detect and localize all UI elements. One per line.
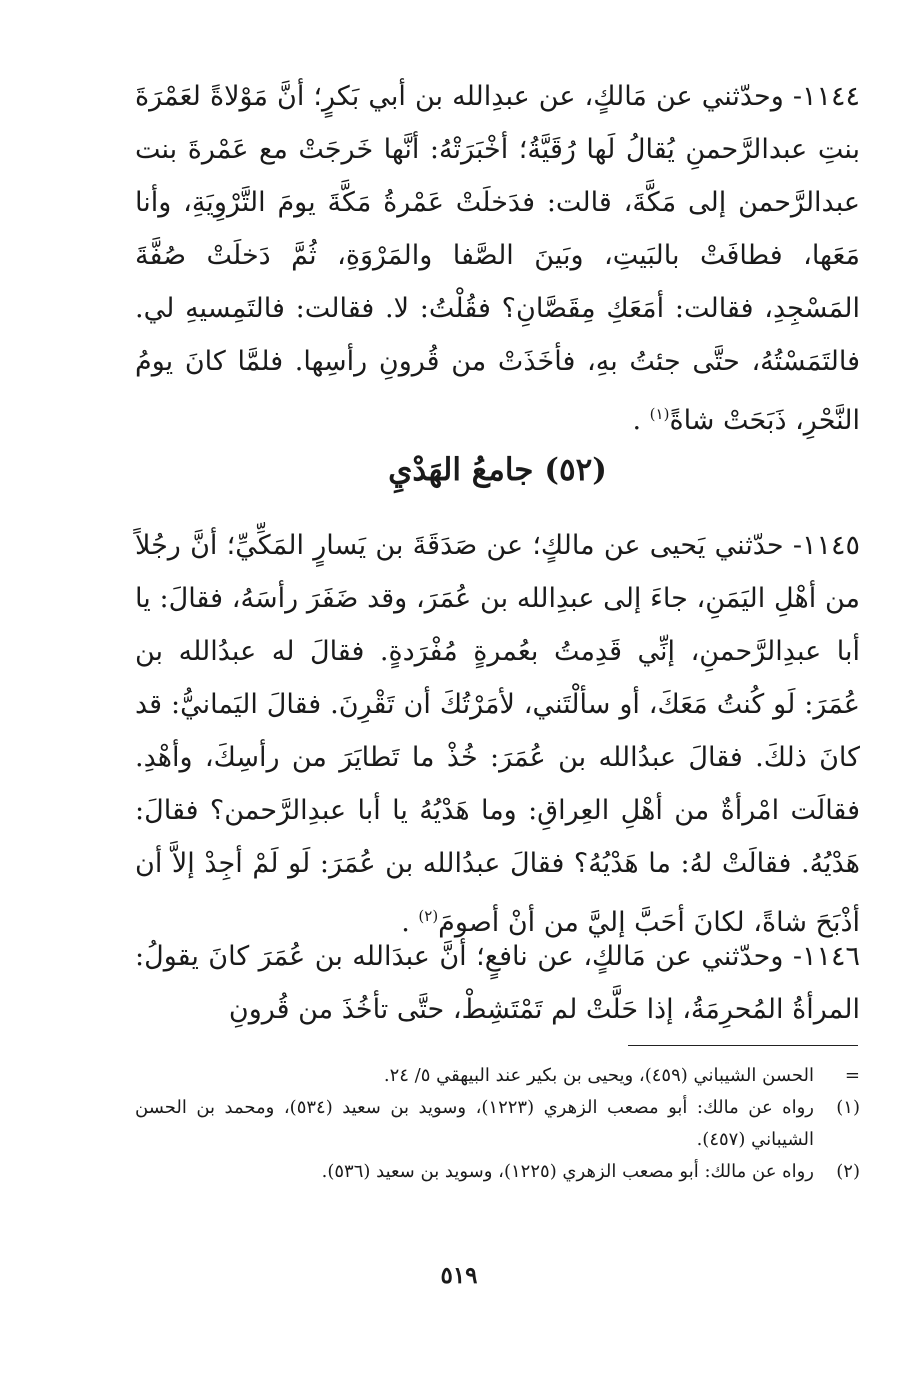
footnote-2 bbox=[135, 1156, 860, 1188]
hadith-1145-text: ١١٤٥- حدّثني يَحيى عن مالكٍ؛ عن صَدَقَةَ بن يَسارٍ المَكِّيِّ؛ أنَّ رجُلاً من أهْلِ اليَمَنِ، جاءَ إلى عبدِالله بن عُمَرَ، وقد ضَفَرَ رأسَهُ، فقالَ: يا أبا عبدِالرَّحمنِ، إنِّي قَدِمتُ بعُمرةٍ مُفْرَدةٍ. فقالَ له عبدُالله بن عُمَرَ: لَو كُنتُ مَعَكَ، أو سألْتَني، لأمَرْتُكَ أن تَقْرِنَ. فقالَ اليَمانيُّ: قد كانَ ذلكَ. فقالَ عبدُالله بن عُمَرَ: خُذْ ما تَطايَرَ من رأسِكَ، وأهْدِ. فقالَت امْرأةٌ من أهْلِ العِراقِ: وما هَدْيُهُ يا أبا عبدِالرَّحمن؟ فقالَ: هَدْيُهُ. فقالَتْ لهُ: ما هَدْيُهُ؟ فقالَ عبدُالله بن عُمَرَ: لَو لَمْ أجِدْ إلاَّ أن أذْبَحَ شاةً، لكانَ أحَبَّ إليَّ من أنْ أصومَ bbox=[135, 530, 860, 938]
footnote-divider bbox=[628, 1045, 858, 1046]
hadith-1146-text: ١١٤٦- وحدّثني عن مَالكٍ، عن نافعٍ؛ أنَّ عبدَالله بن عُمَرَ كانَ يقولُ: المرأةُ المُحرِمَةُ، إذا حَلَّتْ لم تَمْتَشِطْ، حتَّى تأخُذَ من قُرونِ bbox=[135, 941, 860, 1025]
footnote-marker: = bbox=[844, 1065, 860, 1086]
hadith-1146-paragraph bbox=[135, 930, 860, 1036]
page-number: ٥١٩ bbox=[440, 1262, 478, 1289]
footnote-ref-1[interactable]: (١) bbox=[649, 405, 670, 423]
footnote-marker: (١) bbox=[836, 1097, 860, 1118]
footnotes-section bbox=[135, 1060, 860, 1188]
hadith-1144-end: . bbox=[632, 405, 650, 436]
footnote-text: الحسن الشيباني (٤٥٩)، ويحيى بن بكير عند البيهقي ٥/ ٢٤. bbox=[383, 1065, 814, 1086]
hadith-1145-paragraph bbox=[135, 519, 860, 949]
hadith-1144-text: ١١٤٤- وحدّثني عن مَالكٍ، عن عبدِالله بن أبي بَكرٍ؛ أنَّ مَوْلاةً لعَمْرَةَ بنتِ عبدالرَّحمنِ يُقالُ لَها رُقَيَّةُ؛ أخْبَرَتْهُ: أنَّها خَرجَتْ مع عَمْرةَ بنت عبدالرَّحمن إلى مَكَّةَ، قالت: فدَخلَتْ عَمْرةُ مَكَّةَ يومَ التَّرْوِيَةِ، وأنا مَعَها، فطافَتْ بالبَيتِ، وبَينَ الصَّفا والمَرْوَةِ، ثُمَّ دَخلَتْ صُفَّةَ المَسْجِدِ، فقالت: أمَعَكِ مِقَصَّانِ؟ فقُلْتُ: لا. فقالت: فالتَمِسيهِ لي. فالتَمَسْتُهُ، حتَّى جئتُ بهِ، فأخَذَتْ من قُرونِ رأسِها. فلمَّا كانَ يومُ النَّحْرِ، ذَبَحَتْ شاةً bbox=[135, 81, 860, 436]
footnote-text: رواه عن مالك: أبو مصعب الزهري (١٢٢٥)، وسويد بن سعيد (٥٣٦). bbox=[321, 1161, 814, 1182]
hadith-1144-paragraph bbox=[135, 70, 860, 447]
footnote-marker: (٢) bbox=[836, 1161, 860, 1182]
footnote-continuation bbox=[135, 1060, 860, 1092]
footnote-1 bbox=[135, 1092, 860, 1156]
hadith-1145-end: . bbox=[401, 907, 419, 938]
footnote-ref-2[interactable]: (٢) bbox=[418, 907, 439, 925]
chapter-heading: (٥٢) جامعُ الهَدْيِ bbox=[388, 452, 607, 488]
footnote-text: رواه عن مالك: أبو مصعب الزهري (١٢٢٣)، وسويد بن سعيد (٥٣٤)، ومحمد بن الحسن الشيباني (٤٥٧). bbox=[135, 1097, 814, 1150]
